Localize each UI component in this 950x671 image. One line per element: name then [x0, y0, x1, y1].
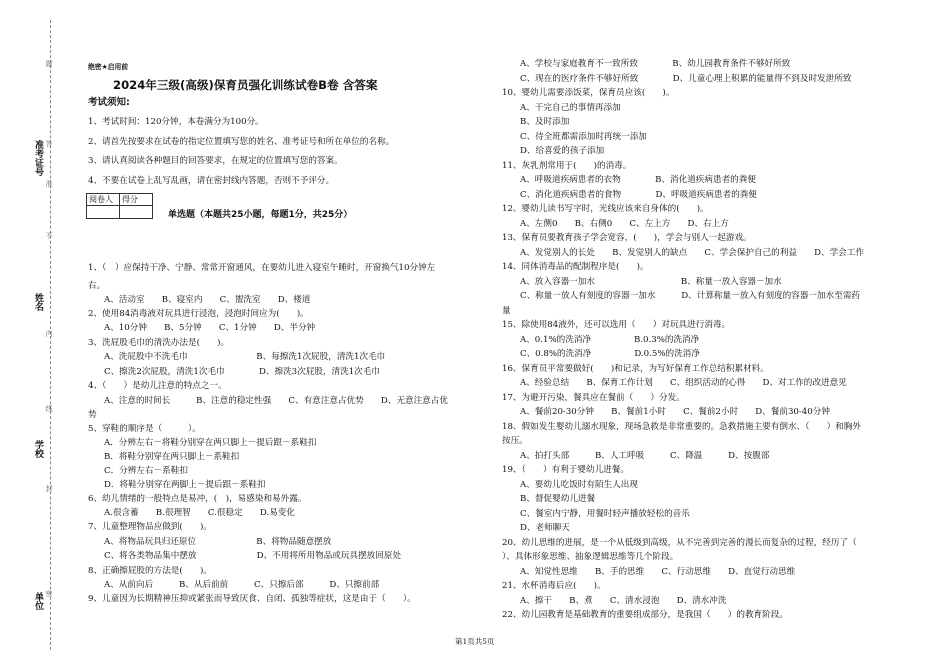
section-title: 单选题（本题共25小题，每题1分，共25分） — [168, 210, 353, 220]
right-line: 15、除使用84液外，还可以选用（ ）对玩具进行消毒。 — [502, 320, 731, 330]
left-line: A.很含蓄 B.很理智 C.很稳定 D.易变化 — [104, 508, 295, 518]
right-line: A、要幼儿吃饭时有陌生人出现 — [520, 479, 638, 490]
left-line: 6、幼儿情绪的一般特点是易冲，( )，易感染和易外露。 — [88, 494, 307, 504]
right-line: C、餐室内宁静，用餐时轻声播放轻松的音乐 — [520, 508, 690, 519]
right-line: A、发觉别人的长处 B、发觉别人的缺点 C、学会保护自己的利益 D、学会工作 — [520, 247, 864, 258]
left-line: A、将物品玩具归还原位 B、将物品随意摆放 — [104, 537, 332, 547]
notes-title: 考试须知: — [88, 97, 130, 108]
right-line: A、擦干 B、煮 C、清水浸泡 D、清水冲洗 — [520, 595, 727, 606]
right-line: 量 — [502, 305, 511, 316]
left-line: 2、使用84消毒液对玩具进行浸泡，浸泡时间应为( )。 — [88, 309, 309, 319]
seal-word: 题 — [45, 60, 53, 68]
right-line: 12、婴幼儿读书写字时，光线应该来自身体的( )。 — [502, 204, 709, 214]
grader-label: 阅卷人 — [87, 194, 120, 206]
right-line: 19、（ ）有利于婴幼儿进餐。 — [502, 465, 629, 475]
binding-label-name: 姓名 — [33, 293, 43, 311]
score-label: 得分 — [120, 194, 153, 206]
right-line: 17、为避开污染，餐具应在餐前（ ）分发。 — [502, 392, 685, 403]
right-line: D、给喜爱的孩子添加 — [520, 146, 605, 156]
binding-label-unit: 单位 — [33, 592, 43, 610]
left-line: B．将鞋分别穿在两只脚上－系鞋扣 — [104, 452, 240, 462]
left-line: A、洗屁股中不洗毛巾 B、每擦洗1次屁股，清洗1次毛巾 — [104, 352, 386, 362]
left-line: 9、儿童因为长期精神压抑或紧张而导致厌食、自闭、孤独等症状，这是由于（ ）。 — [88, 594, 416, 604]
right-line: A、0.1%的洗消净 B.0.3%的洗消净 — [520, 334, 700, 345]
seal-word: 线 — [45, 405, 53, 413]
right-line: 18、假如发生婴幼儿溺水现象，现场急救是非常重要的。急救措施主要有倒水、（ ）和胸外 — [502, 421, 861, 432]
note-item: 1、考试时间：120分钟，本卷满分为100分。 — [88, 117, 264, 127]
left-line: 1、（ ）应保持干净、宁静、常常开窗通风，在要幼儿进入寝室午睡时，开窗换气10分钟左 — [88, 263, 436, 273]
seal-word: 不 — [45, 232, 53, 240]
right-line: A、餐前20-30分钟 B、餐前1小时 C、餐前2小时 D、餐前30-40分钟 — [520, 407, 830, 417]
page-number: 第1页共5页 — [455, 637, 495, 646]
right-line: A、干完自己的事情再添加 — [520, 102, 621, 113]
right-line: 22、幼儿园教育是基础教育的重要组成部分，是我国（ ）的教育阶段。 — [502, 610, 788, 620]
left-line: A、从前向后 B、从后前前 C、只擦后部 D、只擦前部 — [104, 580, 380, 590]
left-line: 5、穿鞋的顺序是（ ）。 — [88, 424, 201, 434]
left-line: A、10分钟 B、5分钟 C、1分钟 D、半分钟 — [104, 323, 316, 333]
right-line: D、老师聊天 — [520, 523, 570, 533]
seal-word: 内 — [45, 330, 53, 338]
right-line: 16、保育员平常要做好( )和记录，为写好保育工作总结积累材料。 — [502, 363, 769, 374]
right-line: C、消化道疾病患者的食物 D、呼吸道疾病患者的粪便 — [520, 189, 757, 200]
left-line: 4、（ ）是幼儿注意的特点之一。 — [88, 381, 227, 391]
grader-table — [86, 193, 153, 219]
seal-word: 封 — [45, 485, 53, 493]
score-cell — [120, 206, 153, 219]
page-title: 2024年三级(高级)保育员强化训练试卷B卷 含答案 — [113, 78, 378, 92]
left-line: A、活动室 B、寝室内 C、盥洗室 D、楼道 — [104, 295, 311, 305]
right-line: ）、具体形象思维、抽象逻辑思维等几个阶段。 — [502, 552, 679, 562]
left-line: 右。 — [88, 281, 106, 291]
right-line: C、现在的医疗条件不够好所致 D、儿童心理上积累的能量得不到及时发泄所致 — [520, 73, 852, 84]
right-line: A、呼吸道疾病患者的衣物 B、消化道疾病患者的粪便 — [520, 175, 756, 185]
binding-label-school: 学校 — [33, 440, 43, 458]
note-item: 4、不要在试卷上乱写乱画，请在密封线内答题，否则不予评分。 — [88, 176, 335, 186]
right-line: A、学校与家庭教育不一致所致 B、幼儿园教育条件不够好所致 — [520, 59, 791, 69]
note-item: 3、请认真阅读各种题目的回答要求，在规定的位置填写您的答案。 — [88, 156, 343, 166]
grader-cell — [87, 206, 120, 219]
right-line: A、经验总结 B、保育工作计划 C、组织活动的心得 D、对工作的改进意见 — [520, 378, 847, 388]
right-line: B、督促婴幼儿进餐 — [520, 494, 596, 504]
right-line: 14、同体消毒品的配制程序是( )。 — [502, 262, 649, 272]
left-line: A．分辨左右－将鞋分别穿在两只脚上－提后跟－系鞋扣 — [104, 438, 317, 448]
right-line: A、左侧0 B、右侧0 C、左上方 D、右上方 — [520, 218, 729, 229]
left-line: D．将鞋分别穿在两脚上－提后跟－系鞋扣 — [104, 480, 266, 490]
right-line: 按压。 — [502, 436, 528, 446]
seal-word: 准 — [45, 180, 53, 188]
right-line: A、拍打头部 B、人工呼吸 C、降温 D、按腹部 — [520, 450, 770, 461]
left-line: 势 — [88, 410, 97, 420]
binding-label-exam-number: 准考证号 — [33, 140, 43, 176]
right-line: 11、灰乳剂常用于( )的消毒。 — [502, 160, 632, 171]
right-line: C、称量一放人有刻度的容器一加水 D、计算称量一放入有刻度的容器一加水至需药 — [520, 291, 861, 301]
left-line: C、将各类物品集中摆放 D、不用将所用物品或玩具摆放回原处 — [104, 551, 402, 561]
left-line: 8、正确擦屁股的方法是( )。 — [88, 566, 212, 576]
note-item: 2、请首先按要求在试卷的指定位置填写您的姓名、准考证号和所在单位的名称。 — [88, 137, 395, 147]
left-line: A、注意的时间长 B、注意的稳定性强 C、有意注意占优势 D、无意注意占优 — [104, 396, 448, 406]
right-line: B、及时添加 — [520, 117, 570, 127]
seal-word: 密 — [45, 590, 53, 598]
right-line: C、0.8%的洗消净 D.0.5%的洗消净 — [520, 349, 700, 359]
right-line: C、待全班都需添加时再统一添加 — [520, 131, 647, 142]
right-line: A、放入容器一加水 B、称量一放入容器－加水 — [520, 276, 782, 287]
right-line: 13、保育员要教育孩子学会宽容，( )，学会与别人一起游戏。 — [502, 233, 752, 243]
right-line: 20、幼儿思维的进展，是一个从低级到高级，从不完善到完善的漫长而复杂的过程，经历了（ — [502, 537, 857, 548]
left-line: 7、儿童整理物品应做到( )。 — [88, 522, 212, 532]
confidential-mark: 绝密★启用前 — [88, 63, 129, 71]
left-line: C、擦洗2次屁股，清洗1次毛巾 D、擦洗3次屁股，清洗1次毛巾 — [104, 367, 380, 377]
right-line: 10、婴幼儿需要添饭菜，保育员应该( )。 — [502, 88, 675, 98]
left-line: C．分辨左右－系鞋扣 — [104, 466, 188, 476]
left-line: 3、洗屁股毛巾的清洗办法是( )。 — [88, 338, 230, 348]
right-line: 21、水杯消毒后应( )。 — [502, 581, 606, 591]
seal-word: 答 — [45, 140, 53, 148]
right-line: A、知觉性思维 B、手的思维 C、行动思维 D、直觉行动思维 — [520, 566, 796, 577]
